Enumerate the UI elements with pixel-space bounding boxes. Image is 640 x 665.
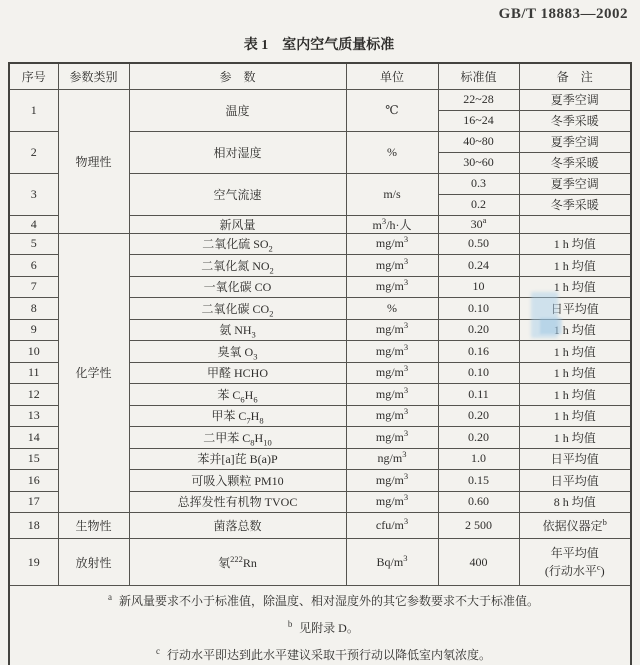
air-quality-table: [8, 62, 632, 665]
row-number-cell: 2: [9, 131, 58, 173]
unit-cell: $mg/m^3$: [346, 427, 438, 449]
unit-cell: $mg/m^3$: [346, 384, 438, 406]
unit-cell: m/s: [346, 173, 438, 215]
value-cell: 0.11: [438, 384, 519, 406]
param-cell: 菌落总数: [129, 513, 346, 539]
value-cell: 0.50: [438, 233, 519, 255]
note-cell: 冬季采暖: [519, 152, 631, 173]
value-cell: 0.15: [438, 470, 519, 492]
value-cell: 0.3: [438, 173, 519, 194]
note-cell: [519, 215, 631, 233]
row-number-cell: 11: [9, 362, 58, 384]
footnotes-cell: [9, 586, 631, 665]
unit-cell: %: [346, 131, 438, 173]
unit-cell: cfu/$m^3$: [346, 513, 438, 539]
footnote: [12, 613, 628, 640]
value-cell: 0.20: [438, 319, 519, 341]
scan-watermark: [540, 318, 562, 334]
row-number-cell: 10: [9, 341, 58, 363]
row-number-cell: 12: [9, 384, 58, 406]
row-number-cell: 9: [9, 319, 58, 341]
footnote-text: 行动水平即达到此水平建议采取干预行动以降低室内氡浓度。: [166, 648, 491, 662]
param-cell: 新风量: [129, 215, 346, 233]
value-cell: 2 500: [438, 513, 519, 539]
unit-cell: $mg/m^3$: [346, 255, 438, 277]
row-number-cell: 4: [9, 215, 58, 233]
value-cell: 0.24: [438, 255, 519, 277]
footnote: [12, 586, 628, 613]
note-line: (行动水平$^c$): [544, 562, 605, 578]
footnote-mark: a: [107, 592, 112, 602]
param-cell: 甲苯 $C_7H_8$: [129, 405, 346, 427]
unit-cell: $mg/m^3$: [346, 319, 438, 341]
param-cell: 苯 $C_6H_6$: [129, 384, 346, 406]
header-unit: 单位: [346, 63, 438, 89]
param-cell: 甲醛 HCHO: [129, 362, 346, 384]
value-cell: 0.10: [438, 298, 519, 320]
note-cell: 1 h 均值: [519, 255, 631, 277]
table-caption: 表 1 室内空气质量标准: [243, 38, 395, 53]
header-category: 参数类别: [58, 63, 129, 89]
row-number-cell: 8: [9, 298, 58, 320]
value-cell: 0.16: [438, 341, 519, 363]
unit-cell: $mg/m^3$: [346, 233, 438, 255]
value-cell: 0.20: [438, 405, 519, 427]
note-cell: 日平均值: [519, 448, 631, 470]
footnote-mark: b: [287, 619, 293, 629]
param-cell: 可吸入颗粒 PM10: [129, 470, 346, 492]
note-cell: 1 h 均值: [519, 341, 631, 363]
param-cell: 氨 $NH_3$: [129, 319, 346, 341]
row-number-cell: 16: [9, 470, 58, 492]
footnote-mark: c: [155, 646, 160, 656]
value-cell: 40~80: [438, 131, 519, 152]
header-no: 序号: [9, 63, 58, 89]
note-cell: 1 h 均值: [519, 384, 631, 406]
footnote: [12, 640, 628, 665]
category-cell-physical: 物理性: [58, 89, 129, 233]
note-cell: 冬季采暖: [519, 110, 631, 131]
param-cell: 臭氧 $O_3$: [129, 341, 346, 363]
value-cell: 22~28: [438, 89, 519, 110]
note-cell: 8 h 均值: [519, 491, 631, 513]
header-row: [9, 63, 631, 89]
unit-cell: $mg/m^3$: [346, 341, 438, 363]
value-cell: 30$^a$: [438, 215, 519, 233]
note-cell: 日平均值: [519, 470, 631, 492]
row-number-cell: 6: [9, 255, 58, 277]
param-cell: 二氧化硫 $SO_2$: [129, 233, 346, 255]
value-cell: 16~24: [438, 110, 519, 131]
value-cell: 0.60: [438, 491, 519, 513]
note-cell: 1 h 均值: [519, 233, 631, 255]
footnotes-row: [9, 586, 631, 665]
table-row: [9, 233, 631, 255]
unit-cell: $mg/m^3$: [346, 470, 438, 492]
category-cell-chemical: 化学性: [58, 233, 129, 513]
unit-cell: $Bq/m^3$: [346, 539, 438, 586]
table-row: [9, 539, 631, 586]
value-cell: 0.10: [438, 362, 519, 384]
note-cell: 依据仪器定$^b$: [519, 513, 631, 539]
unit-cell: $mg/m^3$: [346, 362, 438, 384]
row-number-cell: 17: [9, 491, 58, 513]
unit-cell: $mg/m^3$: [346, 491, 438, 513]
param-cell: 二氧化氮 $NO_2$: [129, 255, 346, 277]
table-row: [9, 89, 631, 110]
category-cell-biological: 生物性: [58, 513, 129, 539]
param-cell: 氡$^{222}$Rn: [129, 539, 346, 586]
param-cell: 空气流速: [129, 173, 346, 215]
note-cell: 日平均值: [519, 298, 631, 320]
note-cell: 1 h 均值: [519, 362, 631, 384]
value-cell: 30~60: [438, 152, 519, 173]
param-cell: 二甲苯 $C_8H_{10}$: [129, 427, 346, 449]
note-cell: 夏季空调: [519, 89, 631, 110]
note-line: 年平均值: [550, 546, 599, 560]
param-cell: 温度: [129, 89, 346, 131]
header-note: 备 注: [519, 63, 631, 89]
note-cell: 1 h 均值: [519, 427, 631, 449]
row-number-cell: 3: [9, 173, 58, 215]
unit-cell: $mg/m^3$: [346, 405, 438, 427]
note-cell: 1 h 均值: [519, 405, 631, 427]
category-cell-radioactive: 放射性: [58, 539, 129, 586]
row-number-cell: 15: [9, 448, 58, 470]
value-cell: 10: [438, 276, 519, 298]
note-cell: 冬季采暖: [519, 194, 631, 215]
unit-cell: $m^3/h\cdot$人: [346, 215, 438, 233]
header-param: 参 数: [129, 63, 346, 89]
unit-cell: ℃: [346, 89, 438, 131]
note-cell: [519, 539, 631, 586]
param-cell: 一氧化碳 CO: [129, 276, 346, 298]
note-cell: 1 h 均值: [519, 276, 631, 298]
row-number-cell: 13: [9, 405, 58, 427]
row-number-cell: 7: [9, 276, 58, 298]
param-cell: 相对湿度: [129, 131, 346, 173]
note-cell: 1 h 均值: [519, 319, 631, 341]
note-cell: 夏季空调: [519, 173, 631, 194]
row-number-cell: 5: [9, 233, 58, 255]
unit-cell: $mg/m^3$: [346, 276, 438, 298]
footnote-text: 见附录 D。: [299, 621, 359, 635]
table-row: [9, 513, 631, 539]
row-number-cell: 18: [9, 513, 58, 539]
header-value: 标准值: [438, 63, 519, 89]
standard-number: GB/T 18883—2002: [498, 6, 628, 22]
param-cell: 总挥发性有机物 TVOC: [129, 491, 346, 513]
row-number-cell: 14: [9, 427, 58, 449]
unit-cell: $ng/m^3$: [346, 448, 438, 470]
value-cell: 0.20: [438, 427, 519, 449]
param-cell: 苯并[a]芘 B(a)P: [129, 448, 346, 470]
unit-cell: %: [346, 298, 438, 320]
value-cell: 400: [438, 539, 519, 586]
footnote-text: 新风量要求不小于标准值，除温度、相对湿度外的其它参数要求不大于标准值。: [118, 594, 539, 608]
note-cell: 夏季空调: [519, 131, 631, 152]
row-number-cell: 1: [9, 89, 58, 131]
value-cell: 0.2: [438, 194, 519, 215]
value-cell: 1.0: [438, 448, 519, 470]
row-number-cell: 19: [9, 539, 58, 586]
param-cell: 二氧化碳 $CO_2$: [129, 298, 346, 320]
